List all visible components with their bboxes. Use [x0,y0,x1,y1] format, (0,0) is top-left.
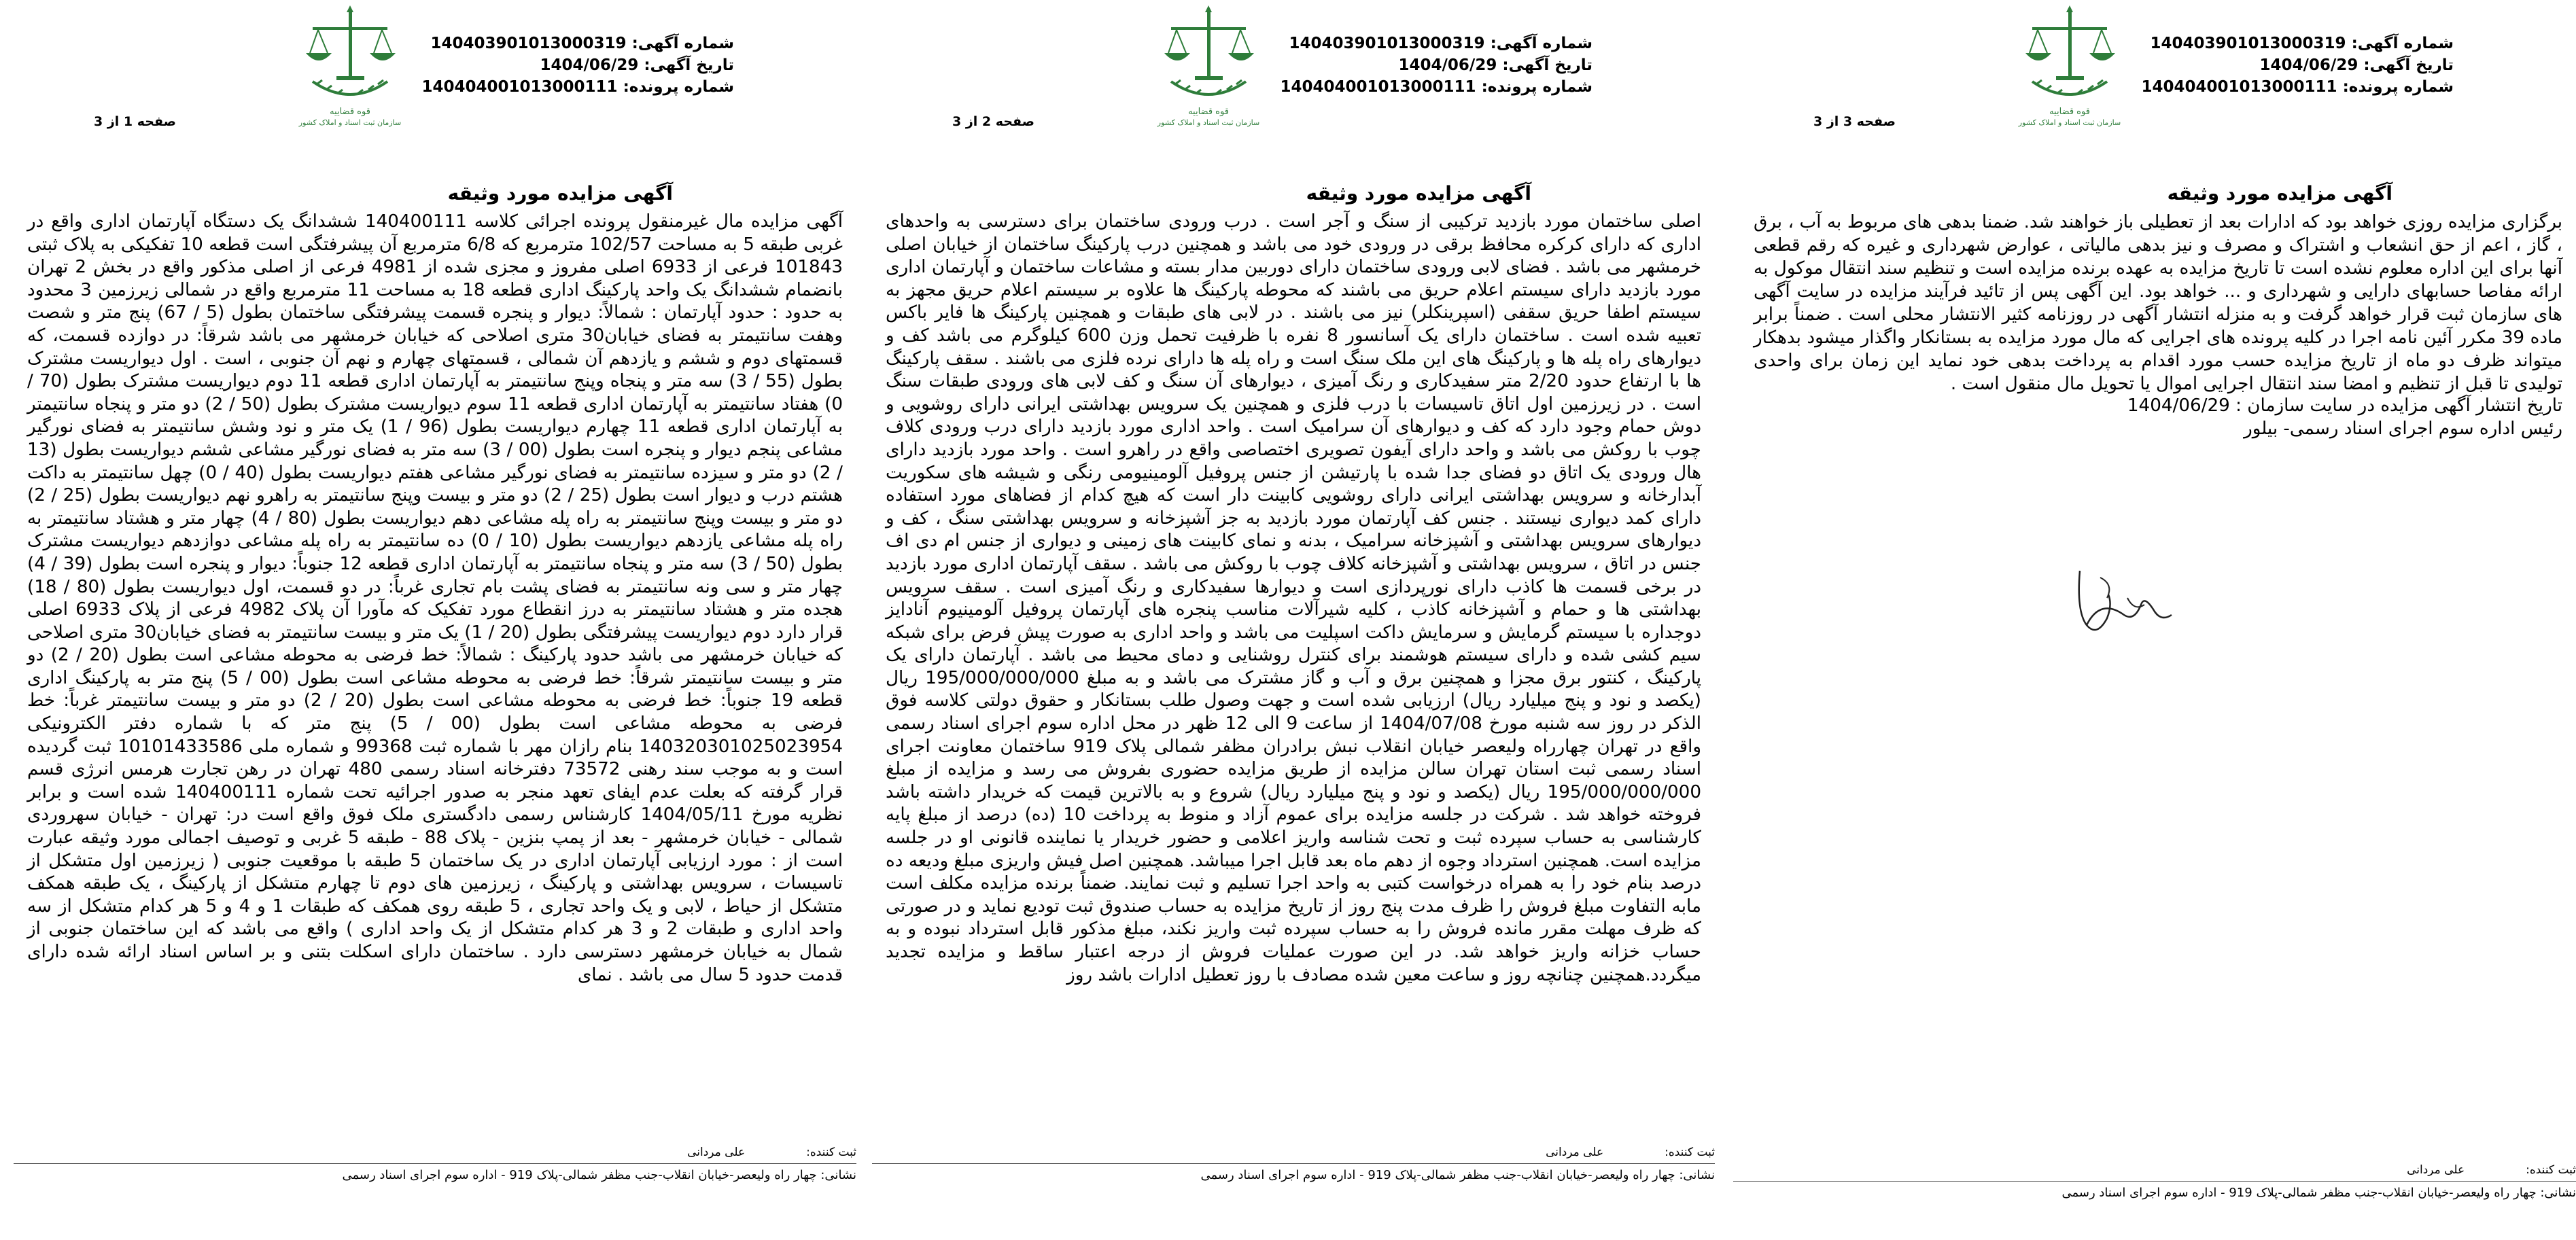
head-title: رئیس اداره سوم اجرای اسناد رسمی- بیلور [2244,419,2562,439]
judiciary-text: قوه قضاییه [1188,107,1229,117]
footer [1733,1163,2576,1200]
page-title: آگهی مزایده مورد وثیقه [447,182,673,205]
judiciary-text: قوه قضاییه [330,107,370,117]
page-title: آگهی مزایده مورد وثیقه [1306,182,1531,205]
footer-divider [14,1163,856,1164]
registrar [14,1146,856,1159]
footer [14,1146,856,1182]
registrar-label: ثبت کننده: [806,1146,856,1159]
publish-label: تاریخ انتشار آگهی مزایده در سایت سازمان : [2235,395,2562,416]
body-text: آگهی مزایده مال غیرمنقول پرونده اجرائی کلاسه 140400111 ششدانگ یک دستگاه آپارتمان اداری واقع در غربی طبقه 5 به مساحت 102/57 مترمربع که 6/8 مترمربع آن پیشرفتگی است قطعه 10 تفکیکی به پلاک ثبتی 101843 فرعی از 6933 اصلی مفروز و مجزی شده از 4981 فرعی از اصلی مذکور واقع در بخش 2 تهران بانضمام ششدانگ یک واحد پارکینگ اداری قطعه 18 به مساحت 11 مترمربع واقع در شمالی زیرزمین 3 محدود به حدود : حدود آپارتمان : شمالاً: دیوار و پنجره قسمت پیشرفتگی ساختمان بطول (5 / 67) پنج متر و شصت وهفت سانتیمتر به فضای خیابان30 متری اصلاحی که خیابان خرمشهر می باشد شرقاً: در دوازده قسمت، که قسمتهای دوم و ششم و یازدهم آن شمالی ، قسمتهای چهارم و نهم آن جنوبی ، است . اول دیواریست مشترک بطول (55 / 3) سه متر و پنجاه وپنج سانتیمتر به آپارتمان اداری قطعه 11 دوم دیواریست مشترک بطول (70 / 0) هفتاد سانتیمتر به آپارتمان اداری قطعه 11 سوم دیواریست مشترک بطول (50 / 2) دو متر و پنجاه سانتیمتر به آپارتمان اداری قطعه 11 چهارم دیواریست بطول (96 / 1) یک متر و نود وشش سانتیمتر به فضای نورگیر مشاعی پنجم دیوار و پنجره است بطول (00 / 3) سه متر به فضای نورگیر مشاعی ششم دیواریست بطول (13 / 2) دو متر و سیزده سانتیمتر به فضای نورگیر مشاعی هفتم دیواریست بطول (40 / 0) چهل سانتیمتر به داکت هشتم درب و دیوار است بطول (25 / 2) دو متر و بیست وپنج سانتیمتر به راهرو نهم دیواریست بطول (25 / 2) دو متر و بیست وپنج سانتیمتر به راه پله مشاعی دهم دیواریست بطول (80 / 4) چهار متر و هشتاد سانتیمتر به راه پله مشاعی یازدهم دیواریست بطول (10 / 0) ده سانتیمتر به راه پله مشاعی دوازدهم دیواریست مشترک بطول (50 / 3) سه متر و پنجاه سانتیمتر به آپارتمان اداری قطعه 12 جنوباً: دیوار و پنجره است بطول (39 / 4) چهار متر و سی ونه سانتیمتر به فضای پشت بام تجاری غرباً: در دو قسمت، اول دیواریست بطول (80 / 18) هجده متر و هشتاد سانتیمتر به درز انقطاع مورد تفکیک که مآورا آن پلاک 4982 فرعی از پلاک 6933 اصلی قرار دارد دوم دیواریست پیشرفتگی بطول (20 / 1) یک متر و بیست سانتیمتر به فضای خیابان30 متری اصلاحی که خیابان خرمشهر می باشد حدود پارکینگ : شمالاً: خط فرضی به محوطه مشاعی است بطول (20 / 2) دو متر و بیست سانتیمتر شرقاً: خط فرضی به محوطه مشاعی است بطول (00 / 5) پنج متر به پارکینگ اداری قطعه 19 جنوباً: خط فرضی به محوطه مشاعی است بطول (20 / 2) دو متر و بیست سانتیمتر غرباً: خط فرضی به محوطه مشاعی است بطول (00 / 5) پنج متر که با شماره دفتر الکترونیکی 140320301025023954 بنام رازان مهر با شماره ثبت 99368 و شماره ملی 10101433586 ثبت گردیده است و به موجب سند رهنی 73572 دفترخانه اسناد رسمی 480 تهران در رهن تجارت هرمس انرژی قسم قرار گرفته که بعلت عدم ایفای تعهد منجر به صدور اجرائیه تحت شماره 140400111 شده است و برابر نظریه مورخ 1404/05/11 کارشناس رسمی دادگستری ملک فوق واقع است در: تهران - خیابان سهروردی شمالی - خیابان خرمشهر - بعد از پمپ بنزین - پلاک 88 - طبقه 5 غربی و توصیف اجمالی مورد وثیقه عبارت است از : مورد ارزیابی آپارتمان اداری در یک ساختمان 5 طبقه با موقعیت جنوبی ( زیرزمین اول متشکل از تاسیسات ، سرویس بهداشتی و پارکینگ ، زیرزمین های دوم تا چهارم متشکل از پارکینگ ، یک طبقه همکف متشکل از حیاط ، لابی و یک واحد تجاری ، 5 طبقه روی همکف که طبقات 1 و 4 و 5 هر کدام متشکل از سه واحد اداری و طبقات 2 و 3 هر کدام متشکل از یک واحد اداری ) واقع می باشد که این ساختمان جنوبی از شمال به خیابان خرمشهر دسترسی دارد . ساختمان دارای اسکلت بتنی و بر اساس اسناد ارائه شده دارای قدمت حدود 5 سال می باشد . نمای [27,211,843,985]
ad-number-label: شماره آگهی: [1490,35,1592,52]
ad-meta [2141,33,2454,98]
org-text: سازمان ثبت اسناد و املاک کشور [298,118,402,127]
registrar-name: علی مردانی [1546,1146,1604,1159]
judiciary-emblem-icon [285,5,415,128]
document-page-1 [14,0,856,1240]
registrar [1733,1163,2576,1177]
file-number: 140404001013000111 [1280,78,1476,96]
ad-date-label: تاریخ آگهی: [644,56,734,74]
org-text: سازمان ثبت اسناد و املاک کشور [1157,118,1260,127]
page-title: آگهی مزایده مورد وثیقه [2167,182,2392,205]
ad-number: 140403901013000319 [2150,35,2346,52]
registrar-name: علی مردانی [2407,1163,2465,1177]
registrar-name: علی مردانی [687,1146,746,1159]
document-page-3 [1733,0,2576,1240]
signature-icon [2059,557,2182,652]
page-number: صفحه 2 از 3 [952,114,1035,129]
file-number-label: شماره پرونده: [1481,78,1592,96]
document-page-2 [872,0,1715,1240]
ad-meta [1280,33,1592,98]
registrar-label: ثبت کننده: [2526,1163,2576,1177]
footer [872,1146,1715,1182]
ad-date: 1404/06/29 [1398,56,1497,74]
body-text: برگزاری مزایده روزی خواهد بود که ادارات بعد از تعطیلی باز خواهند شد. ضمنا بدهی های مربوط به آب ، برق ، گاز ، اعم از حق انشعاب و اشتراک و مصرف و نیز بدهی مالیاتی ، عوارض شهرداری و غیره که رقم قطعی آنها برای این اداره معلوم نشده است تا تاریخ مزایده به عهده برنده مزایده است و تنظیم سند انتقال موکول به ارائه مفاصا حسابهای دارایی و شهرداری و ... خواهد بود. این آگهی پس از تائید فرآیند مزایده در سایت آگهی های سازمان ثبت قرار خواهد گرفت و به منزله انتشار آگهی در روزنامه کثیر الانتشار محلی است . ضمناً برابر ماده 39 مکرر آئین نامه اجرا در کلیه پرونده های اجرایی که مال مورد مزایده به بستانکار واگذار میشود بدهکار میتواند ظرف دو ماه از تاریخ مزایده حسب مورد اقدام به پرداخت بدهی خود نماید این زمان برای واحدی تولیدی تا قبل از تنظیم و امضا سند انتقال اجرایی اموال یا تحویل مال منقول است . [1754,212,2563,394]
ad-date: 1404/06/29 [2259,56,2359,74]
footer-divider [1733,1181,2576,1182]
ad-date: 1404/06/29 [540,56,639,74]
judiciary-text: قوه قضاییه [2049,107,2090,117]
footer-divider [872,1163,1715,1164]
page-number: صفحه 1 از 3 [94,114,177,129]
registrar-label: ثبت کننده: [1665,1146,1715,1159]
ad-number: 140403901013000319 [430,35,627,52]
page-number: صفحه 3 از 3 [1813,114,1896,129]
ad-number: 140403901013000319 [1289,35,1485,52]
ad-number-label: شماره آگهی: [2351,35,2454,52]
footer-address: نشانی: چهار راه ولیعصر-خیابان انقلاب-جنب مظفر شمالی-پلاک 919 - اداره سوم اجرای اسناد رسمی [1200,1168,1715,1182]
judiciary-emblem-icon [2005,5,2134,128]
publish-date: 1404/06/29 [2127,395,2230,416]
ad-date-label: تاریخ آگهی: [1502,56,1592,74]
publish-date-line [2127,394,2562,417]
org-text: سازمان ثبت اسناد و املاک کشور [2018,118,2121,127]
footer-address: نشانی: چهار راه ولیعصر-خیابان انقلاب-جنب مظفر شمالی-پلاک 919 - اداره سوم اجرای اسناد رسمی [342,1168,856,1182]
file-number: 140404001013000111 [2141,78,2337,96]
file-number: 140404001013000111 [421,78,618,96]
ad-number-label: شماره آگهی: [631,35,734,52]
ad-meta [421,33,734,98]
judiciary-emblem-icon [1144,5,1273,128]
file-number-label: شماره پرونده: [623,78,734,96]
ad-date-label: تاریخ آگهی: [2363,56,2454,74]
file-number-label: شماره پرونده: [2342,78,2454,96]
registrar [872,1146,1715,1159]
footer-address: نشانی: چهار راه ولیعصر-خیابان انقلاب-جنب مظفر شمالی-پلاک 919 - اداره سوم اجرای اسناد رسمی [2061,1186,2576,1200]
body-text: اصلی ساختمان مورد بازدید ترکیبی از سنگ و آجر است . درب ورودی ساختمان برای دسترسی به واحدهای اداری که دارای کرکره محافظ برقی در ورودی خود می باشد و همچنین درب پارکینگ ساختمان از خیابان اصلی خرمشهر می باشد . فضای لابی ورودی ساختمان دارای دوربین مدار بسته و مشاعات ساختمان و آپارتمان اداری مورد بازدید دارای سیستم اعلام حریق می باشند که محوطه پارکینگ ها علاوه بر سیستم اعلام حریق مجهز به سیستم اطفا حریق سقفی (اسپرینکلر) نیز می باشند . در لابی های طبقات و همچنین پارکینگ ها فایر باکس تعبیه شده است . ساختمان دارای یک آسانسور 8 نفره با ظرفیت تحمل وزن 600 کیلوگرم می باشد کف و دیوارهای راه پله ها و پارکینگ های این ملک سنگ است و راه پله ها دارای نرده فلزی می باشند . سقف پارکینگ ها با ارتفاع حدود 2/20 متر سفیدکاری و رنگ آمیزی ، دیوارهای آن سنگ و کف لابی های ورودی طبقات سنگ است . در زیرزمین اول اتاق تاسیسات با درب فلزی و همچنین یک سرویس بهداشتی ایرانی دارای روشویی و دوش حمام وجود دارد که کف و دیوارهای آن سرامیک است . واحد اداری مورد بازدید دارای درب ورودی کلاف چوب با روکش می باشد و واحد دارای آیفون تصویری اختصاصی واقع در راهرو است . واحد مورد بازدید دارای هال ورودی یک اتاق دو فضای جدا شده با پارتیشن از جنس پروفیل آلومینیومی رنگی و شیشه های سکوریت آبدارخانه و سرویس بهداشتی ایرانی دارای روشویی کابینت دار است که هیچ کدام از فضاهای مورد استفاده دارای کمد دیواری نیستند . جنس کف آپارتمان مورد بازدید به جز آشپزخانه و سرویس بهداشتی سنگ ، کف و دیوارهای سرویس بهداشتی و آشپزخانه سرامیک ، بدنه و نمای کابینت های زمینی و دیواری از جنس ام دی اف جنس در اتاق ، سرویس بهداشتی و آشپزخانه کلاف چوب با روکش می باشد . سقف آپارتمان اداری مورد بازدید در برخی قسمت ها کاذب دارای نورپردازی است و دیوارها سفیدکاری و رنگ آمیزی است . سقف سرویس بهداشتی ها و حمام و آشپزخانه کاذب ، کلیه شیرآلات مناسب پنجره های آپارتمان پروفیل آلومینیوم آنادایز دوجداره با سیستم گرمایش و سرمایش داکت اسپلیت می باشد و واحد اداری به صورت پیش فرض برای شبکه سیم کشی شده و دارای سیستم هوشمند برای کنترل روشنایی و دمای محیط می باشد . آپارتمان دارای یک پارکینگ ، کنتور برق مجزا و همچنین برق و آب و گاز مشترک می باشد و به مبلغ 195/000/000/000 ریال (یکصد و نود و پنج میلیارد ریال) ارزیابی شده است و جهت وصول طلب بستانکار و حقوق دولتی کلاسه فوق الذکر در روز سه شنبه مورخ 1404/07/08 از ساعت 9 الی 12 ظهر در محل اداره سوم اجرای اسناد رسمی واقع در تهران چهارراه ولیعصر خیابان انقلاب نبش برادران مظفر شمالی پلاک 919 ساختمان معاونت اجرای اسناد رسمی ثبت استان تهران سالن مزایده از طریق مزایده حضوری بفروش می رسد و مزایده از مبلغ 195/000/000/000 ریال (یکصد و نود و پنج میلیارد ریال) شروع و به بالاترین قیمت که خریدار داشته باشد فروخته خواهد شد . شرکت در جلسه مزایده برای عموم آزاد و منوط به پرداخت 10 (ده) درصد از مبلغ پایه کارشناسی به حساب سپرده ثبت و تحت شناسه واریز اعلامی و حضور خریدار یا نماینده قانونی او در جلسه مزایده است. همچنین استرداد وجوه از دهم ماه بعد قابل اجرا میباشد. همچنین اصل فیش واریزی مبلغ ودیعه ده درصد بنام خود را به همراه درخواست کتبی به واحد اجرا تسلیم و ثبت نمایند. ضمناً برنده مزایده مکلف است مابه التفاوت مبلغ فروش را ظرف مدت پنج روز از تاریخ مزایده به حساب صندوق ثبت تودیع نماید و در صورتی که ظرف مهلت مقرر مانده فروش را به حساب سپرده ثبت واریز نکند، مبلغ مذکور قابل استرداد نبوده و به حساب خزانه واریز خواهد شد. در این صورت عملیات فروش از درجه اعتبار ساقط و مزایده تجدید میگردد.همچنین چنانچه روز و ساعت معین شده مصادف با روز تعطیل ادارات باشد روز [886,211,1702,985]
